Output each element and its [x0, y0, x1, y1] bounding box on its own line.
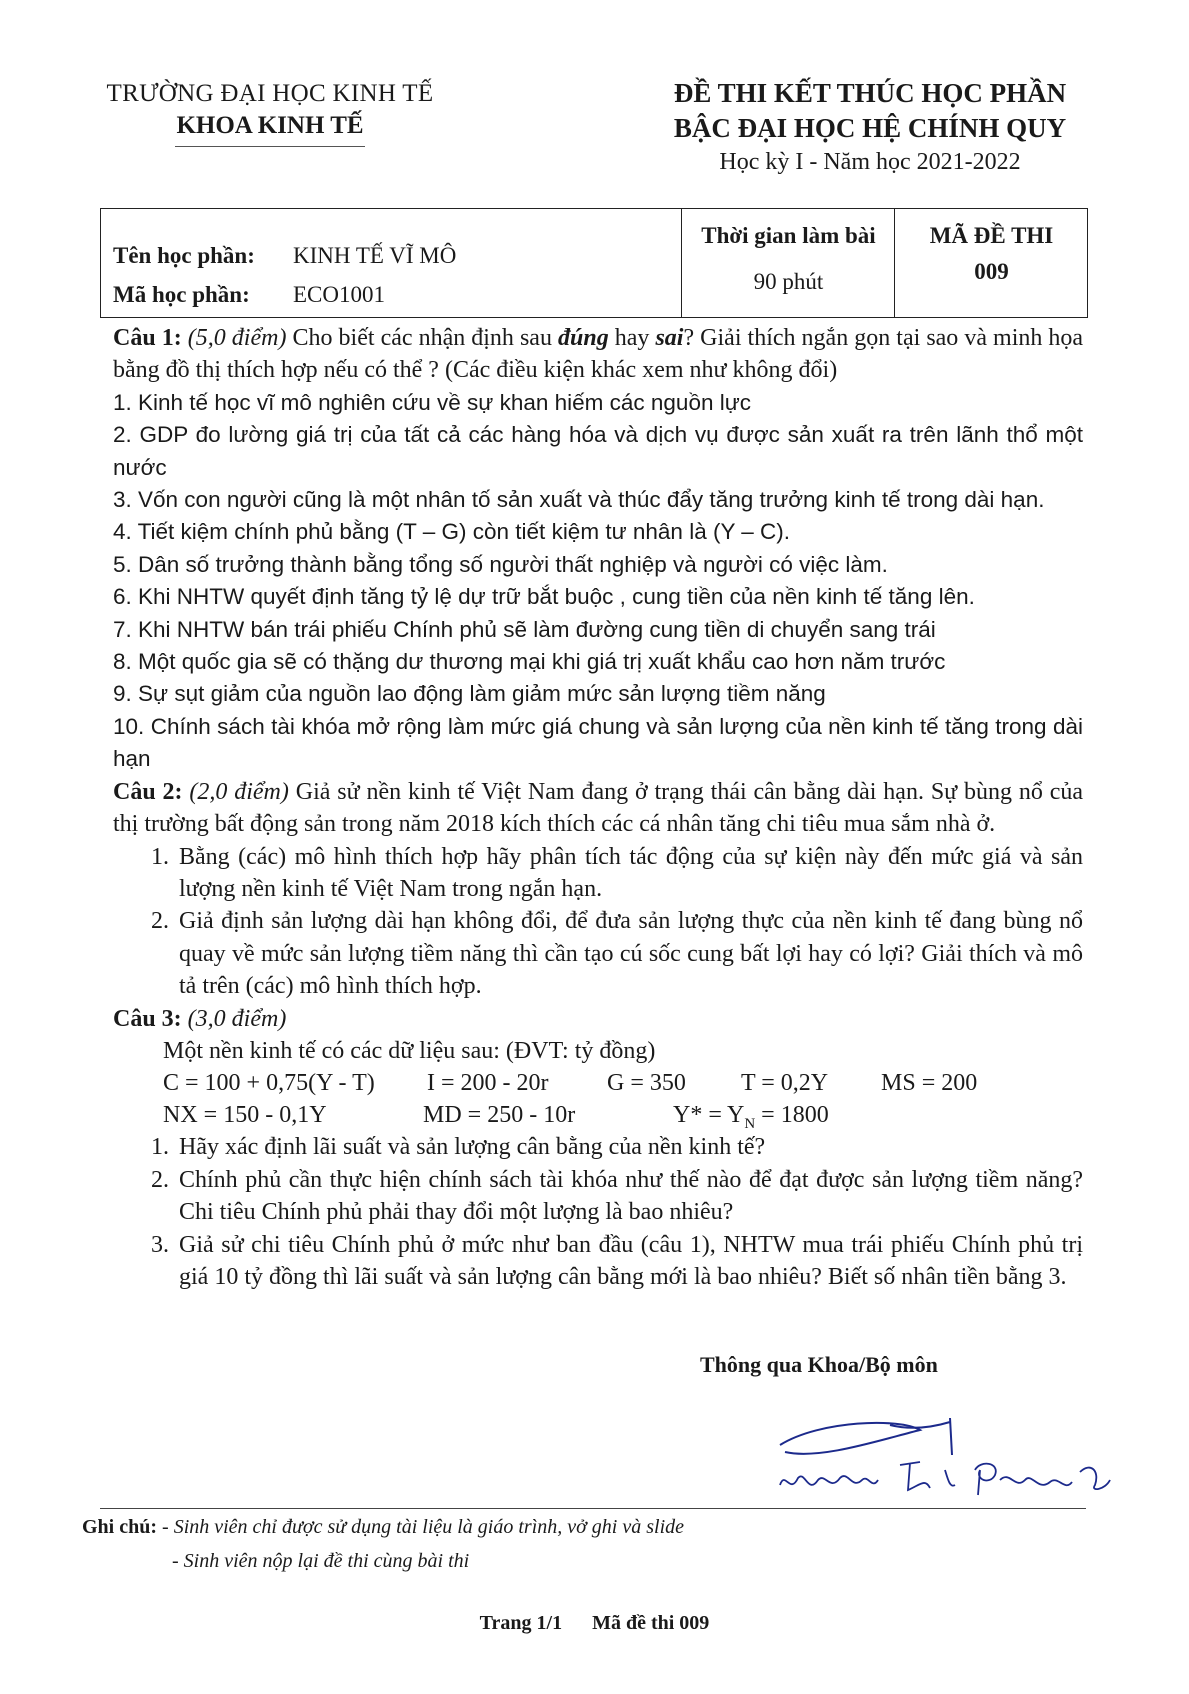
- q3-equations-row-1: [163, 1067, 1083, 1099]
- exam-header: [600, 76, 1140, 178]
- notes-divider: [100, 1508, 1086, 1509]
- exam-code-label: MÃ ĐỀ THI: [929, 223, 1054, 248]
- q1-item: 9. Sự sụt giảm của nguồn lao động làm giảm mức sản lượng tiềm năng: [113, 681, 826, 707]
- q3-item: 1. Hãy xác định lãi suất và sản lượng cân bằng của nền kinh tế?: [175, 1131, 1083, 1163]
- time-cell: [681, 209, 895, 317]
- note-line-1: [82, 1516, 684, 1539]
- q1-true-word: đúng: [558, 325, 609, 351]
- q1-points: (5,0 điểm): [187, 325, 287, 351]
- faculty-name: KHOA KINH TẾ: [176, 112, 364, 139]
- q1-item: 3. Vốn con người cũng là một nhân tố sản xuất và thúc đẩy tăng trưởng kinh tế trong dài hạn.: [113, 487, 1045, 513]
- eq-money-demand: MD = 250 - 10r: [423, 1102, 576, 1129]
- eq-net-export: NX = 150 - 0,1Y: [163, 1102, 327, 1129]
- page-number: Trang 1/1: [479, 1612, 563, 1634]
- eq-consumption: C = 100 + 0,75(Y - T): [163, 1070, 375, 1097]
- q3-intro: Một nền kinh tế có các dữ liệu sau: (ĐVT: tỷ đồng): [163, 1037, 656, 1064]
- q1-intro-b: hay: [614, 325, 650, 351]
- course-name-row: [113, 243, 456, 269]
- question-1: [113, 322, 1083, 387]
- q3-label: Câu 3:: [113, 1005, 182, 1032]
- q2-list: [113, 841, 1083, 1003]
- course-info-table: [100, 208, 1088, 318]
- exam-body: [113, 322, 1083, 1293]
- q3-item: 2. Chính phủ cần thực hiện chính sách tài khóa như thế nào để đạt được sản lượng tiềm năng? Chi tiêu Chính phủ phải thay đổi một lượng là bao nhiêu?: [175, 1164, 1083, 1229]
- q1-item: 5. Dân số trưởng thành bằng tổng số người thất nghiệp và người có việc làm.: [113, 551, 888, 577]
- time-value: 90 phút: [753, 269, 824, 294]
- exam-level: BẬC ĐẠI HỌC HỆ CHÍNH QUY: [673, 113, 1067, 143]
- q2-points: (2,0 điểm): [189, 778, 289, 805]
- page-footer: [0, 1612, 1189, 1635]
- q1-list: [113, 387, 1083, 776]
- q1-intro-c: ? Giải thích ngắn gọn tại sao và minh họa bằng đồ thị thích hợp nếu có thể ? (Các điều kiện khác xem như không đổi): [113, 325, 1084, 384]
- q1-item: 4. Tiết kiệm chính phủ bằng (T – G) còn tiết kiệm tư nhân là (Y – C).: [113, 519, 791, 545]
- q2-item: 1. Bằng (các) mô hình thích hợp hãy phân tích tác động của sự kiện này đến mức giá và sản lượng nền kinh tế Việt Nam trong ngắn hạn.: [175, 841, 1083, 906]
- note-text-1: - Sinh viên chỉ được sử dụng tài liệu là giáo trình, vở ghi và slide: [162, 1516, 685, 1538]
- signature-drawing: [760, 1400, 1120, 1510]
- header-divider: [175, 146, 365, 147]
- eq-tax: T = 0,2Y: [741, 1070, 829, 1097]
- q1-item: 7. Khi NHTW bán trái phiếu Chính phủ sẽ làm đường cung tiền di chuyển sang trái: [113, 616, 936, 642]
- q1-item: 10. Chính sách tài khóa mở rộng làm mức giá chung và sản lượng của nền kinh tế tăng trong dài hạn: [113, 713, 1083, 772]
- course-code-row: [113, 282, 385, 308]
- eq-money-supply: MS = 200: [881, 1070, 978, 1097]
- notes-label: Ghi chú:: [82, 1516, 158, 1538]
- q1-intro-a: Cho biết các nhận định sau: [292, 325, 552, 351]
- q2-intro: Giả sử nền kinh tế Việt Nam đang ở trạng thái cân bằng dài hạn. Sự bùng nổ của thị trường bất động sản trong năm 2018 kích thích các cá nhân tăng chi tiêu mua sắm nhà ở.: [113, 778, 1084, 838]
- note-text-2: - Sinh viên nộp lại đề thi cùng bài thi: [172, 1550, 470, 1572]
- course-code: ECO1001: [293, 282, 385, 307]
- q2-label: Câu 2:: [113, 778, 183, 805]
- footer-exam-code: Mã đề thi 009: [592, 1612, 710, 1634]
- q3-item: 3. Giả sử chi tiêu Chính phủ ở mức như ban đầu (câu 1), NHTW mua trái phiếu Chính phủ trị giá 10 tỷ đồng thì lãi suất và sản lượng cân bằng mới là bao nhiêu? Biết số nhân tiền bằng 3.: [175, 1229, 1083, 1294]
- q1-false-word: sai: [655, 325, 684, 351]
- q2-item: 2. Giả định sản lượng dài hạn không đổi, để đưa sản lượng thực của nền kinh tế đang bùng nổ quay về mức sản lượng tiềm năng thì cần tạo cú sốc cung bất lợi hay có lợi? Giải thích và mô tả trên (các) mô hình thích hợp.: [175, 905, 1083, 1002]
- q3-equations-row-2: [163, 1099, 1083, 1131]
- q3-points: (3,0 điểm): [187, 1005, 287, 1032]
- course-cell: [101, 209, 681, 317]
- eq-investment: I = 200 - 20r: [427, 1070, 549, 1097]
- eq-y-sub: N: [744, 1116, 756, 1133]
- school-header: [90, 80, 450, 147]
- course-name: KINH TẾ VĨ MÔ: [293, 243, 457, 268]
- signature-image: [760, 1400, 1120, 1510]
- eq-potential-output: [673, 1099, 829, 1140]
- question-3: [113, 1003, 1083, 1035]
- exam-semester: Học kỳ I - Năm học 2021-2022: [719, 149, 1021, 175]
- exam-code-value: 009: [974, 259, 1009, 284]
- q1-item: 2. GDP đo lường giá trị của tất cả các hàng hóa và dịch vụ được sản xuất ra trên lãnh thổ một nước: [113, 422, 1083, 480]
- school-name: TRƯỜNG ĐẠI HỌC KINH TẾ: [106, 80, 434, 107]
- time-label: Thời gian làm bài: [701, 223, 876, 248]
- eq-y-b: = 1800: [755, 1102, 829, 1129]
- q1-item: 6. Khi NHTW quyết định tăng tỷ lệ dự trữ bắt buộc , cung tiền của nền kinh tế tăng lên.: [113, 584, 975, 610]
- q3-list: [113, 1131, 1083, 1293]
- q1-label: Câu 1:: [113, 325, 182, 351]
- q1-item: 8. Một quốc gia sẽ có thặng dư thương mại khi giá trị xuất khẩu cao hơn năm trước: [113, 649, 946, 675]
- eq-y-a: Y* = Y: [673, 1102, 745, 1129]
- eq-government: G = 350: [607, 1070, 686, 1097]
- course-name-label: Tên học phần:: [113, 243, 255, 268]
- question-2: [113, 776, 1083, 841]
- exam-code-cell: [894, 209, 1088, 317]
- approval-label: Thông qua Khoa/Bộ môn: [700, 1352, 938, 1377]
- course-code-label: Mã học phần:: [113, 282, 250, 307]
- q1-item: 1. Kinh tế học vĩ mô nghiên cứu về sự khan hiếm các nguồn lực: [113, 389, 752, 415]
- exam-title: ĐỀ THI KẾT THÚC HỌC PHẦN: [673, 78, 1067, 108]
